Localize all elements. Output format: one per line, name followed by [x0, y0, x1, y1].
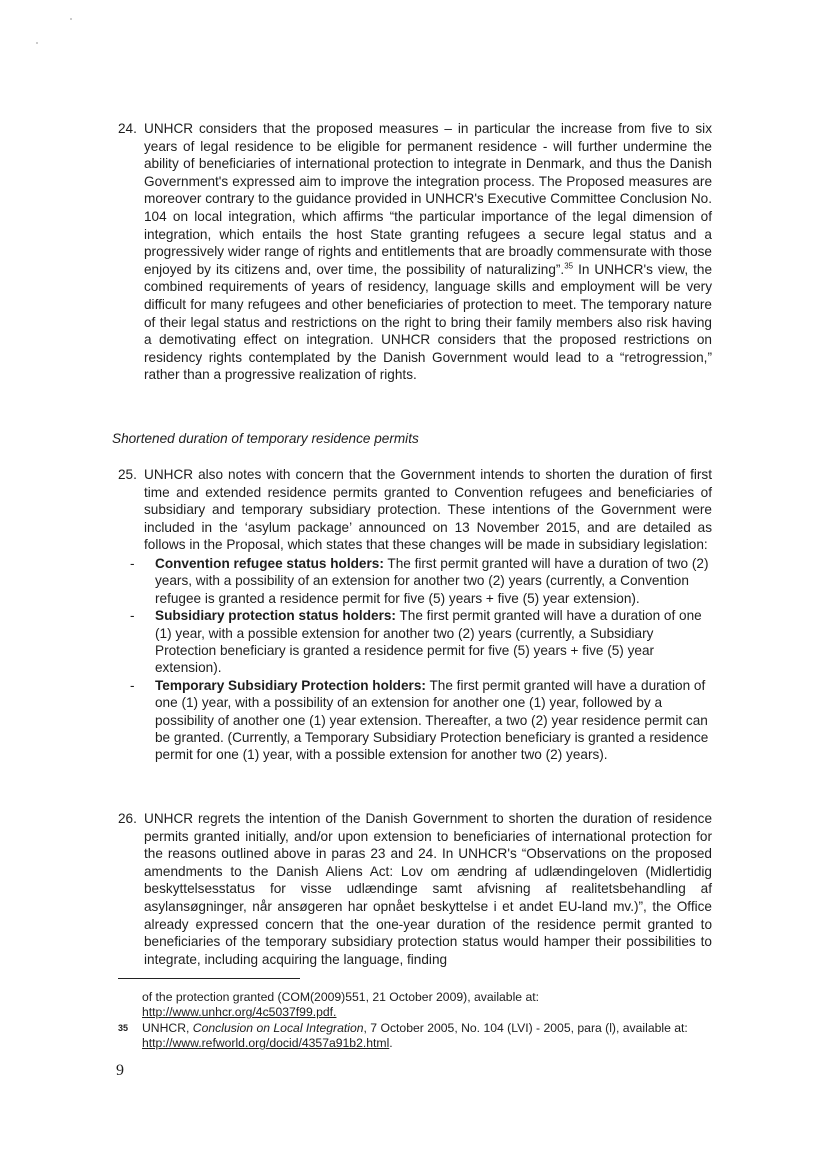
footnote-text: of the protection granted (COM(2009)551, 21 October 2009), available at:	[142, 990, 540, 1004]
section-heading: Shortened duration of temporary residence permits	[112, 431, 419, 446]
footnote-mark: 35	[118, 1023, 129, 1033]
paragraph-body: UNHCR also notes with concern that the Government intends to shorten the duration of first time and extended residence permits granted to Convention refugees and beneficiaries of subsidiary and temporary subsidiary protection. These intentions of the Government were included in the ‘asylum package’ announced on 13 November 2015, and are detailed as follows in the Proposal, which states that these changes will be made in subsidiary legislation:	[144, 467, 712, 553]
footnote-text: .	[389, 1036, 393, 1051]
list-item-text: The first permit granted will have a duration of two (2) years, with a possibility of an extension for another two (2) years (currently, a Convention refugee is granted a residence permit for five (5) years + five (5) year extension).	[155, 556, 709, 606]
status-holder-list	[130, 555, 710, 764]
footnote-title: Conclusion on Local Integration	[192, 1021, 364, 1035]
paragraph-number: 25.	[118, 467, 137, 482]
footnote-body	[118, 990, 714, 1021]
paragraph-body: UNHCR regrets the intention of the Danish Government to shorten the duration of residence permits granted initially, and/or upon extension to beneficiaries of international protection for the reasons outlined above in paras 23 and 24. In UNHCR's “Observations on the proposed amendments to the Danish Aliens Act: Lov om ændring af udlændingeloven (Midlertidig beskyttelsesstatus for visse udlændinge samt afvisning af realitetsbehandling af asylansøgninger, når ansøgeren har opnået beskyttelse i et andet EU-land mv.)”, the Office already expressed concern that the one-year duration of the residence permit granted to beneficiaries of the temporary subsidiary protection status would hamper their possibilities to integrate, including acquiring the language, finding	[144, 811, 712, 967]
list-dash: -	[130, 608, 135, 624]
footnote-continued	[118, 990, 714, 1021]
paragraph-26	[118, 810, 712, 968]
footnote-divider	[118, 978, 300, 979]
list-item-lead: Temporary Subsidiary Protection holders:	[155, 677, 426, 693]
footnote-text: UNHCR,	[142, 1021, 193, 1035]
list-item	[130, 677, 710, 764]
footnote-text: , 7 October 2005, No. 104 (LVI) - 2005, para (l), available at:	[363, 1021, 688, 1035]
footnote-body	[118, 1021, 714, 1052]
paragraph-number: 26.	[118, 811, 137, 826]
page-number: 9	[116, 1062, 124, 1079]
footnote-reference[interactable]: 35	[564, 261, 574, 271]
paragraph-text: UNHCR considers that the proposed measures – in particular the increase from five to six years of legal residence to be eligible for permanent residence - will further undermine the ability of beneficiaries of international protection to integrate in Denmark, and thus the Danish Government's expressed aim to improve the integration process. The Proposed measures are moreover contrary to the guidance provided in UNHCR's Executive Committee Conclusion No. 104 on local integration, which affirms “the particular importance of the legal dimension of integration, which entails the host State granting refugees a secure legal status and a progressively wider range of rights and entitlements that are broadly commensurate with those enjoyed by its citizens and, over time, the possibility of naturalizing”.	[144, 121, 712, 277]
list-item-lead: Subsidiary protection status holders:	[155, 608, 396, 624]
list-item	[130, 555, 710, 607]
paragraph-25	[118, 466, 712, 554]
footnote-35	[118, 1021, 714, 1052]
list-item-text: The first permit granted will have a duration of one (1) year, with a possibility of an extension for another one (1) year, followed by a possibility of another one (1) year extension. Thereafter, a two (2) year residence permit can be granted. (Currently, a Temporary Subsidiary Protection beneficiary is granted a residence permit for one (1) year, with a possible extension for another two (2) years).	[155, 677, 709, 763]
paragraph-number: 24.	[118, 121, 137, 136]
list-item-lead: Convention refugee status holders:	[155, 556, 384, 571]
paragraph-body	[118, 120, 712, 384]
paragraph-24	[118, 120, 712, 384]
list-dash: -	[130, 677, 135, 693]
scan-speck	[70, 18, 72, 20]
footnote-link[interactable]: http://www.unhcr.org/4c5037f99.pdf.	[142, 1005, 337, 1020]
list-item	[130, 607, 710, 677]
list-item-text: The first permit granted will have a duration of one (1) year, with a possible extension for another two (2) years (currently, a Subsidiary Protection beneficiary is granted a residence permit for five (5) years + five (5) year extension).	[155, 608, 702, 676]
scan-speck	[36, 42, 38, 44]
paragraph-text: In UNHCR's view, the combined requirements of years of residency, language skills and employment will be very difficult for many refugees and other beneficiaries of protection to meet. The temporary nature of their legal status and restrictions on the right to bring their family members also risk having a demotivating effect on integration. UNHCR considers that the proposed restrictions on residency rights contemplated by the Danish Government would lead to a “retrogression,” rather than a progressive realization of rights.	[144, 261, 712, 383]
list-dash: -	[130, 556, 135, 571]
footnote-link[interactable]: http://www.refworld.org/docid/4357a91b2.html	[142, 1036, 390, 1051]
